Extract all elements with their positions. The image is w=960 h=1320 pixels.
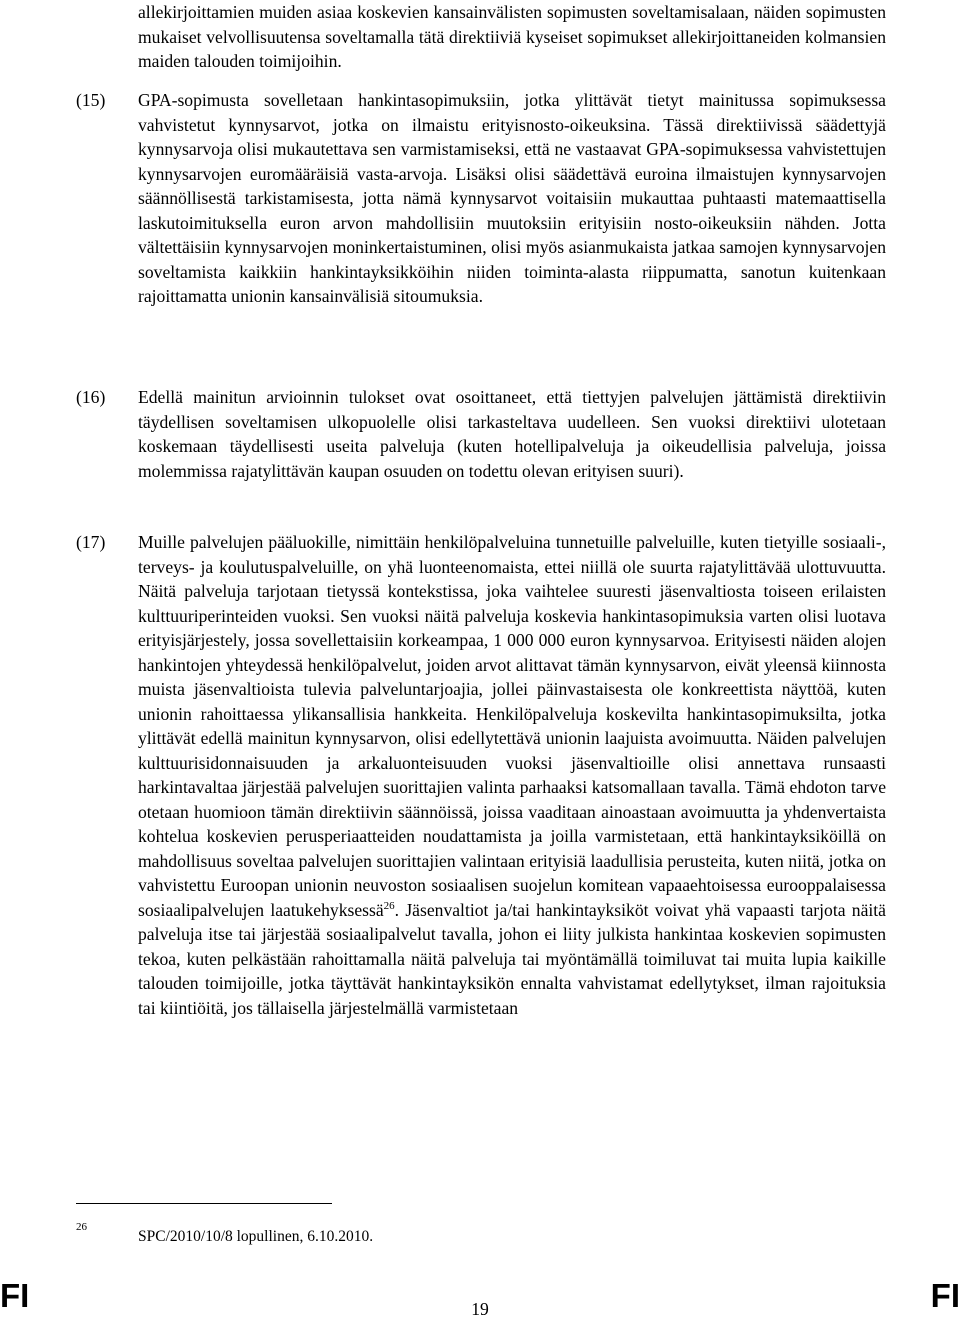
paragraph-number-16: (16): [76, 387, 106, 407]
paragraph-number-17: (17): [76, 532, 106, 552]
footnote-mark: 26: [76, 1221, 87, 1233]
paragraph-16: Edellä mainitun arvioinnin tulokset ovat osoittaneet, että tiettyjen palvelujen jättämistä direktiivin täydellisen soveltamisen ulkopuolelle olisi tarkasteltava uudelleen. Sen vuoksi direktiivi ulotetaan koskemaan täydellisesti useita palveluja (kuten hotellipalveluja ja oikeudellisia palveluja, joissa molemmissa rajatylittävän kaupan osuuden on todettu olevan erityisen suuri).: [138, 387, 886, 481]
paragraph-15: GPA-sopimusta sovelletaan hankintasopimuksiin, jotka ylittävät tietyt mainitussa sopimuksessa vahvistetut kynnysarvot, jotka on ilmaistu erityisnosto-oikeuksina. Tässä direktiivissä säädettyjä kynnysarvoja olisi mukautettava sen varmistamiseksi, että ne vastaavat GPA-sopimuksessa vahvistettujen kynnysarvojen euromääräisiä vasta-arvoja. Lisäksi olisi säädettävä euroina ilmaistujen kynnysarvojen säännöllisestä tarkistamisesta, jotta nämä kynnysarvot voitaisiin mukauttaa puhtaasti matemaattisella laskutoimituksella euron arvon mahdollisiin muutoksiin erityisiin nosto-oikeuksiin nähden. Jotta vältettäisiin kynnysarvojen moninkertaistuminen, olisi myös asianmukaista jatkaa samojen kynnysarvojen soveltamista kaikkiin hankintayksikköihin niiden toiminta-alasta riippumatta, sanotun kuitenkaan rajoittamatta unionin kansainvälisiä sitoumuksia.: [138, 90, 886, 306]
page-number: 19: [471, 1299, 489, 1319]
footnote-text: SPC/2010/10/8 lopullinen, 6.10.2010.: [138, 1228, 374, 1245]
language-code-right: FI: [930, 1277, 960, 1314]
paragraph-17-text-after-note: . Jäsenvaltiot ja/tai hankintayksiköt voivat yhä vapaasti tarjota näitä palveluja itse tai järjestää sosiaalipalvelut tavalla, johon ei liity julkista hankintaa koskevien sopimusten tekoa, kuten pelkästään rahoittamalla näitä palveluja tai myöntämällä toimiluvat tai muita lupia kaikille talouden toimijoille, jotka täyttävät hankintayksikön ennalta vahvistamat edellytykset, ilman rajoituksia tai kiintiöitä, jos tällaisella järjestelmällä varmistetaan: [138, 899, 886, 1018]
intro-paragraph: allekirjoittamien muiden asiaa koskevien kansainvälisten sopimusten soveltamisalaan, näiden sopimusten mukaiset velvollisuutensa soveltamalla tätä direktiiviä kyseiset sopimukset allekirjoittaneiden kolmansien maiden talouden toimijoihin.: [138, 2, 886, 71]
footnote-reference: 26: [383, 899, 395, 912]
paragraph-number-15: (15): [76, 90, 106, 110]
language-code-left: FI: [0, 1277, 30, 1314]
paragraph-17: [138, 530, 886, 1020]
paragraph-17-text-before-note: Muille palvelujen pääluokille, nimittäin henkilöpalveluina tunnetuille palveluille, kuten tietyille sosiaali-, terveys- ja koulutuspalveluille, on yhä luonteenomaista, ettei niillä ole suurta rajatylittävää ulottuvuutta. Näitä palveluja tarjotaan tietyssä kontekstissa, joka vaihtelee suuresti jäsenvaltiosta toiseen erilaisten kulttuuriperinteiden vuoksi. Sen vuoksi näitä palveluja koskevia hankintasopimuksia varten olisi luotava erityisjärjestely, jossa sovellettaisiin korkeampaa, 1 000 000 euron kynnysarvoa. Erityisesti näiden alojen hankintojen yhteydessä henkilöpalvelut, joiden arvot alittavat tämän kynnysarvon, eivät yleensä kiinnosta muista jäsenvaltioista tulevia palveluntarjoajia, jollei päinvastaisesta ole konkreettista näyttöä, kuten unionin rahoittaessa ylikansallisia hankkeita. Henkilöpalveluja koskevilta hankintasopimuksilta, jotka ylittävät edellä mainitun kynnysarvon, olisi edellytettävä unionin laajuista avoimuutta. Näiden palvelujen kulttuurisidonnaisuuden ja arkaluonteisuuden vuoksi jäsenvaltioille olisi annettava runsaasti harkintavaltaa järjestää palvelujen suorittajien valinta parhaaksi katsomallaan tavalla. Tämä ehdoton tarve otetaan huomioon tämän direktiivin säännöissä, joissa vaaditaan ainoastaan avoimuutta ja yhdenvertaista kohtelua koskevien perusperiaatteiden noudattamista ja joilla varmistetaan, että hankintayksiköillä on mahdollisuus soveltaa palvelujen suorittajien valintaan erityisiä laadullisia perusteita, kuten niitä, jotka on vahvistettu Euroopan unionin neuvoston sosiaalisen suojelun komitean vapaaehtoisessa eurooppalaisessa sosiaalipalvelujen laatukehyksessä: [138, 532, 886, 920]
footnote-separator: [76, 1203, 332, 1204]
